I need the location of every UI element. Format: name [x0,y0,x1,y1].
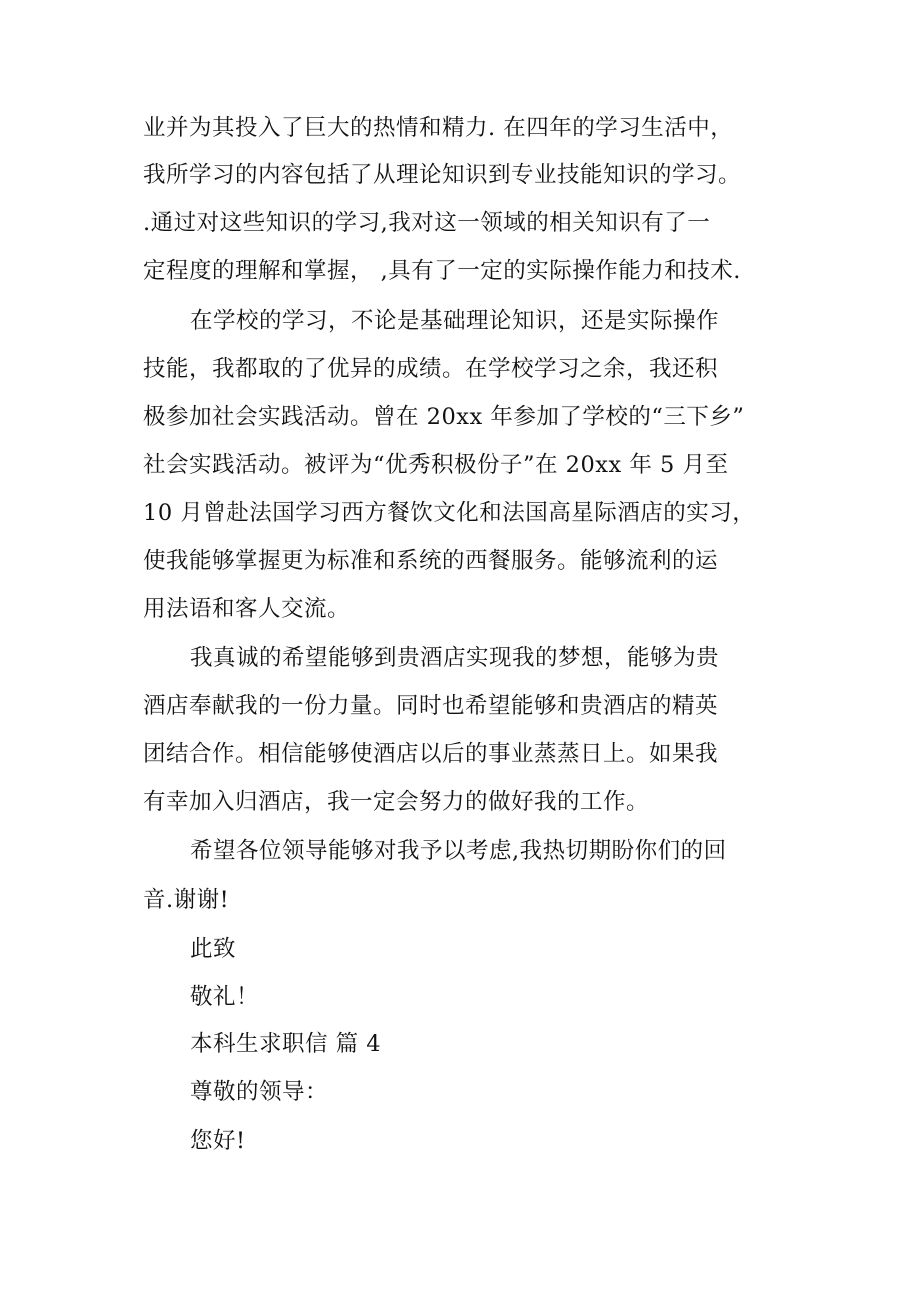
paragraph-line: 我所学习的内容包括了从理论知识到专业技能知识的学习。 [143,162,742,188]
section-heading: 本科生求职信 篇 4 [190,1031,382,1057]
paragraph-line: 定程度的理解和掌握， ,具有了一定的实际操作能力和技术. [143,258,741,284]
salutation-line: 尊敬的领导： [190,1079,329,1105]
paragraph-line: 技能，我都取的了优异的成绩。在学校学习之余，我还积 [143,356,719,382]
paragraph-line: 10 月曾赴法国学习西方餐饮文化和法国高星际酒店的实习， [143,500,756,526]
paragraph-line: 业并为其投入了巨大的热情和精力. 在四年的学习生活中， [143,115,734,141]
paragraph-line: 用法语和客人交流。 [143,596,351,622]
paragraph-line: 我真诚的希望能够到贵酒店实现我的梦想，能够为贵 [190,645,720,671]
paragraph-line: 极参加社会实践活动。曾在 20xx 年参加了学校的“三下乡” [143,404,745,430]
paragraph-line: .通过对这些知识的学习,我对这一领域的相关知识有了一 [143,210,711,236]
paragraph-line: 团结合作。相信能够使酒店以后的事业蒸蒸日上。如果我 [143,741,719,767]
paragraph-line: 使我能够掌握更为标准和系统的西餐服务。能够流利的运 [143,548,719,574]
paragraph-line: 酒店奉献我的一份力量。同时也希望能够和贵酒店的精英 [143,693,719,719]
paragraph-line: 社会实践活动。被评为“优秀积极份子”在 20xx 年 5 月至 [143,452,729,478]
paragraph-line: 在学校的学习，不论是基础理论知识，还是实际操作 [190,308,720,334]
closing-line: 敬礼！ [190,984,260,1010]
closing-line: 此致 [190,936,237,962]
greeting-line: 您好! [190,1128,246,1154]
paragraph-line: 有幸加入归酒店，我一定会努力的做好我的工作。 [143,789,650,815]
paragraph-line: 希望各位领导能够对我予以考虑,我热切期盼你们的回 [190,838,727,864]
paragraph-line: 音.谢谢! [143,887,230,913]
